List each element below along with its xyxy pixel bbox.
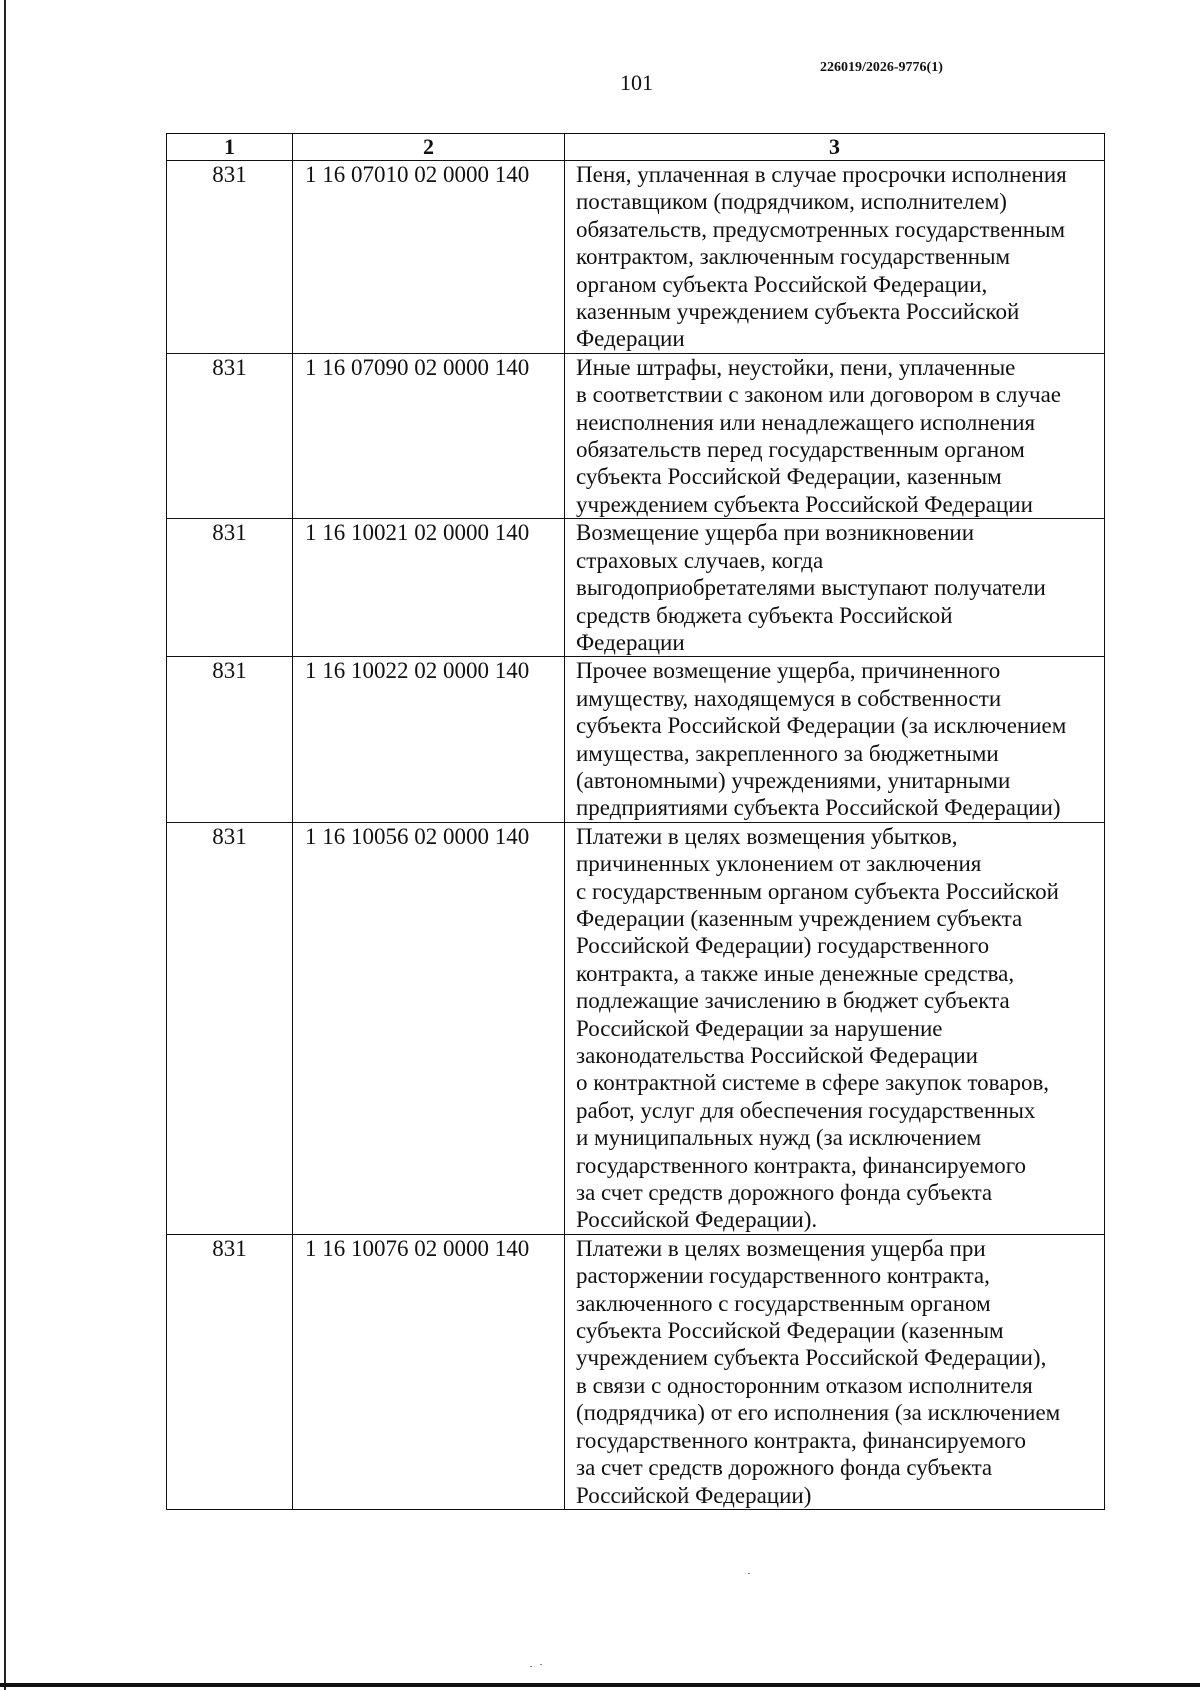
description-line: за счет средств дорожного фонда субъекта bbox=[576, 1455, 993, 1481]
description-line: страховых случаев, когда bbox=[576, 547, 824, 573]
table-row bbox=[167, 161, 1105, 354]
budget-code-cell: 1 16 07090 02 0000 140 bbox=[293, 353, 565, 518]
description-line: с государственным органом субъекта Российской bbox=[576, 878, 1059, 904]
description-line: субъекта Российской Федерации, казенным bbox=[576, 464, 1002, 490]
description-line: Федерации (казенным учреждением субъекта bbox=[576, 905, 1023, 931]
description-line: о контрактной системе в сфере закупок товаров, bbox=[576, 1070, 1050, 1096]
description-line: учреждением субъекта Российской Федерации), bbox=[576, 1345, 1047, 1371]
description-line: Пеня, уплаченная в случае просрочки исполнения bbox=[576, 162, 1067, 187]
description-cell bbox=[565, 822, 1105, 1234]
description-line: Российской Федерации за нарушение bbox=[576, 1015, 943, 1041]
budget-code-cell: 1 16 10021 02 0000 140 bbox=[293, 519, 565, 657]
description-line: субъекта Российской Федерации (за исключением bbox=[576, 713, 1067, 739]
description-line: Федерации bbox=[576, 326, 685, 352]
budget-code-cell: 1 16 10076 02 0000 140 bbox=[293, 1234, 565, 1509]
scan-speck bbox=[748, 1573, 750, 1574]
description-cell bbox=[565, 519, 1105, 657]
description-line: причиненных уклонением от заключения bbox=[576, 851, 982, 877]
description-line: Российской Федерации) государственного bbox=[576, 933, 990, 959]
description-line: Российской Федерации). bbox=[576, 1207, 818, 1233]
description-line: неисполнения или ненадлежащего исполнения bbox=[576, 409, 1036, 435]
description-line: (подрядчика) от его исполнения (за исключением bbox=[576, 1400, 1061, 1426]
admin-code-cell: 831 bbox=[167, 822, 293, 1234]
description-line: контрактом, заключенным государственным bbox=[576, 244, 1011, 270]
column-header-1: 1 bbox=[167, 134, 293, 161]
description-line: казенным учреждением субъекта Российской bbox=[576, 299, 1020, 325]
document-reference: 226019/2026-9776(1) bbox=[820, 60, 943, 75]
column-header-3: 3 bbox=[565, 134, 1105, 161]
description-line: Возмещение ущерба при возникновении bbox=[576, 520, 975, 546]
description-cell bbox=[565, 161, 1105, 354]
description-line: контракта, а также иные денежные средства, bbox=[576, 960, 1015, 986]
column-header-2: 2 bbox=[293, 134, 565, 161]
admin-code-cell: 831 bbox=[167, 657, 293, 822]
budget-codes-table bbox=[166, 133, 1105, 1510]
table-row bbox=[167, 519, 1105, 657]
table-body bbox=[167, 161, 1105, 1510]
table-row bbox=[167, 1234, 1105, 1509]
table-row bbox=[167, 657, 1105, 822]
description-line: обязательств перед государственным органом bbox=[576, 437, 1025, 463]
table-row bbox=[167, 353, 1105, 518]
description-line: предприятиями субъекта Российской Федерации) bbox=[576, 795, 1061, 821]
description-line: государственного контракта, финансируемого bbox=[576, 1427, 1027, 1453]
description-line: за счет средств дорожного фонда субъекта bbox=[576, 1180, 993, 1206]
description-line: подлежащие зачислению в бюджет субъекта bbox=[576, 988, 1010, 1014]
admin-code-cell: 831 bbox=[167, 1234, 293, 1509]
description-line: органом субъекта Российской Федерации, bbox=[576, 271, 988, 297]
description-line: средств бюджета субъекта Российской bbox=[576, 602, 953, 628]
description-line: имущества, закрепленного за бюджетными bbox=[576, 740, 999, 766]
header-row bbox=[167, 134, 1105, 161]
table-header bbox=[167, 134, 1105, 161]
scan-speck bbox=[530, 1666, 532, 1667]
description-line: субъекта Российской Федерации (казенным bbox=[576, 1318, 1004, 1344]
description-line: в связи с односторонним отказом исполнителя bbox=[576, 1372, 1033, 1398]
scan-speck bbox=[540, 1664, 542, 1665]
description-line: обязательств, предусмотренных государственным bbox=[576, 216, 1066, 242]
description-line: расторжении государственного контракта, bbox=[576, 1263, 990, 1289]
description-line: работ, услуг для обеспечения государственных bbox=[576, 1097, 1036, 1123]
description-line: выгодоприобретателями выступают получатели bbox=[576, 575, 1046, 601]
scan-bottom-edge bbox=[0, 1683, 1200, 1687]
description-line: и муниципальных нужд (за исключением bbox=[576, 1125, 982, 1151]
description-line: имуществу, находящемуся в собственности bbox=[576, 685, 1002, 711]
description-line: Российской Федерации) bbox=[576, 1482, 812, 1508]
scan-left-edge bbox=[4, 0, 6, 1690]
budget-code-cell: 1 16 07010 02 0000 140 bbox=[293, 161, 565, 354]
description-line: Иные штрафы, неустойки, пени, уплаченные bbox=[576, 354, 1016, 380]
description-line: Платежи в целях возмещения ущерба при bbox=[576, 1235, 986, 1261]
description-line: Платежи в целях возмещения убытков, bbox=[576, 823, 958, 849]
admin-code-cell: 831 bbox=[167, 353, 293, 518]
description-line: поставщиком (подрядчиком, исполнителем) bbox=[576, 189, 1007, 215]
admin-code-cell: 831 bbox=[167, 161, 293, 354]
description-line: Федерации bbox=[576, 629, 685, 655]
description-line: в соответствии с законом или договором в случае bbox=[576, 382, 1062, 408]
description-line: Прочее возмещение ущерба, причиненного bbox=[576, 658, 1001, 684]
admin-code-cell: 831 bbox=[167, 519, 293, 657]
description-line: законодательства Российской Федерации bbox=[576, 1043, 978, 1068]
table-row bbox=[167, 822, 1105, 1234]
description-line: учреждением субъекта Российской Федерации bbox=[576, 491, 1033, 517]
description-line: заключенного с государственным органом bbox=[576, 1290, 991, 1316]
description-cell bbox=[565, 657, 1105, 822]
description-line: государственного контракта, финансируемого bbox=[576, 1152, 1027, 1178]
budget-code-cell: 1 16 10056 02 0000 140 bbox=[293, 822, 565, 1234]
page-number: 101 bbox=[620, 70, 653, 95]
description-cell bbox=[565, 1234, 1105, 1509]
description-line: (автономными) учреждениями, унитарными bbox=[576, 767, 1011, 793]
budget-code-cell: 1 16 10022 02 0000 140 bbox=[293, 657, 565, 822]
description-cell bbox=[565, 353, 1105, 518]
